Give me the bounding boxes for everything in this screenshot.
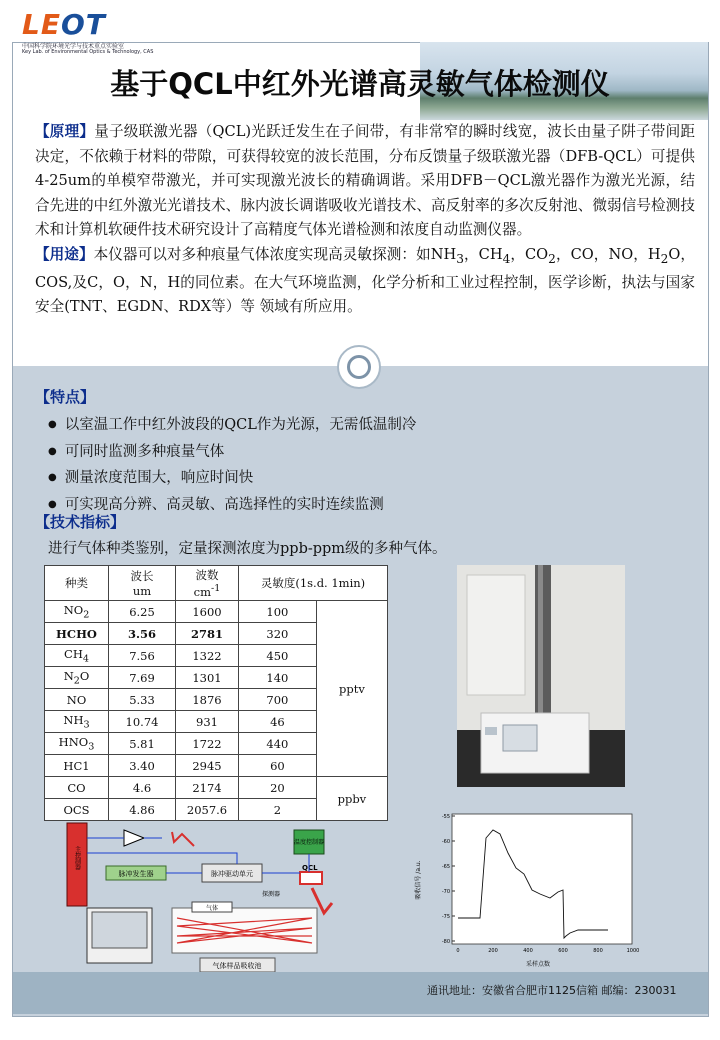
absorption-cell-label: 气体样品吸收池 xyxy=(212,962,262,970)
usage-paragraph: 【用途】本仪器可以对多种痕量气体浓度实现高灵敏探测：如$NH_3$，$CH_4$，$CO_2$，CO，NO，$H_2O$，COS,及C，O，N，H的同位素。在大气环境监测，化学分析和工业过程控制，医学诊断，执法与国家安全(TNT、EGDN、RDX等）等 领域有所应用。 xyxy=(35,245,695,316)
system-schematic xyxy=(62,818,362,976)
leot-logo: LEOT xyxy=(22,8,106,41)
table-row: $NO_2$ 6.25 1600 100 pptv xyxy=(45,601,388,623)
col-wavenumber: 波数 $cm^{-1}$ xyxy=(176,566,239,601)
table-row: $NH_3$ 10.74 931 46 xyxy=(45,711,388,733)
temp-controller-label: 温度控制器 xyxy=(293,839,325,846)
table-row: CO 4.6 2174 20 ppbv xyxy=(45,777,388,799)
intro-text xyxy=(35,120,695,320)
x-tick-label: 400 xyxy=(523,948,533,954)
feature-item: ● 可实现高分辨、高灵敏、高选择性的实时连续监测 xyxy=(48,492,416,519)
table-row: OCS 4.86 2057.6 2 xyxy=(45,799,388,821)
specs-heading: 【技术指标】 xyxy=(35,513,126,531)
x-tick-label: 600 xyxy=(558,948,568,954)
table-row: $N_2O$ 7.69 1301 140 xyxy=(45,667,388,689)
pulse-generator-label: 脉冲发生器 xyxy=(118,870,154,878)
table-row: HC1 3.40 2945 60 xyxy=(45,755,388,777)
unit-pptv: pptv xyxy=(316,601,387,777)
table-row: HCHO 3.56 2781 320 xyxy=(45,623,388,645)
signal-plot xyxy=(408,808,644,968)
poster-title: 基于QCL中红外光谱高灵敏气体检测仪 xyxy=(110,67,610,101)
y-tick-label: -75 xyxy=(441,914,450,920)
features-list xyxy=(48,412,416,518)
x-tick-label: 200 xyxy=(488,948,498,954)
table-row: $CH_4$ 7.56 1322 450 xyxy=(45,645,388,667)
principle-paragraph: 【原理】量子级联激光器（QCL)光跃迁发生在子间带，有非常窄的瞬时线宽，波长由量子阱子带间距决定，不依赖于材料的带隙，可获得较宽的波长范围，分布反馈量子级联激光器（DFB-QCL）可提供4-25um的单模窄带激光，并可实现激光波长的精确调谐。采用DFB－QCL激光器作为激光光源，结合先进的中红外激光光谱技术、脉内波长调谐吸收光谱技术、高反射率的多次反射池、微弱信号检测技术和计算机软硬件技术研究设计了高精度气体光谱检测和浓度自动监测仪器。 xyxy=(35,123,695,238)
y-tick-label: -65 xyxy=(441,864,450,870)
feature-item: ● 以室温工作中红外波段的QCL作为光源，无需低温制冷 xyxy=(48,412,416,439)
x-tick-label: 0 xyxy=(456,948,460,954)
table-row: NO 5.33 1876 700 xyxy=(45,689,388,711)
contact-address: 通讯地址：安徽省合肥市1125信箱 邮编：230031 xyxy=(427,984,677,997)
y-tick-label: -70 xyxy=(441,889,450,895)
table-row: $HNO_3$ 5.81 1722 440 xyxy=(45,733,388,755)
lab-name-cn: 中国科学院环境光学与技术重点实验室 xyxy=(22,43,125,50)
y-tick-label: -55 xyxy=(441,814,450,820)
unit-ppbv: ppbv xyxy=(316,777,387,821)
x-tick-label: 800 xyxy=(593,948,603,954)
feature-item: ● 可同时监测多种痕量气体 xyxy=(48,439,416,466)
col-sensitivity: 灵敏度(1s.d. 1min) xyxy=(239,566,388,601)
spec-table-header xyxy=(45,566,388,601)
detector-label: 探测器 xyxy=(262,891,281,898)
plot-ylabel: 吸收信号 /a.u. xyxy=(415,860,422,900)
spec-table xyxy=(44,565,388,821)
driver-label: 脉冲驱动单元 xyxy=(211,870,253,878)
gas-label: 气体 xyxy=(205,905,219,912)
usage-tag: 【用途】 xyxy=(35,245,94,263)
lab-name-en: Key Lab. of Environmental Optics & Technology, CAS xyxy=(22,49,154,55)
plot-xlabel: 采样点数 xyxy=(525,961,551,968)
instrument-photo xyxy=(457,565,625,787)
feature-item: ● 测量浓度范围大，响应时间快 xyxy=(48,465,416,492)
x-tick-label: 1000 xyxy=(626,948,640,954)
principle-tag: 【原理】 xyxy=(35,123,95,140)
y-tick-label: -60 xyxy=(441,839,450,845)
qcl-label: QCL xyxy=(302,864,318,872)
y-tick-label: -80 xyxy=(441,939,450,945)
specs-intro: 进行气体种类鉴别，定量探测浓度为ppb-ppm级的多种气体。 xyxy=(48,541,447,557)
controller-box-label: 主控制器 xyxy=(73,846,81,870)
col-gas: 种类 xyxy=(45,566,109,601)
divider-circle-icon xyxy=(337,345,381,389)
col-wavelength: 波长 um xyxy=(109,566,176,601)
features-heading: 【特点】 xyxy=(35,388,96,406)
